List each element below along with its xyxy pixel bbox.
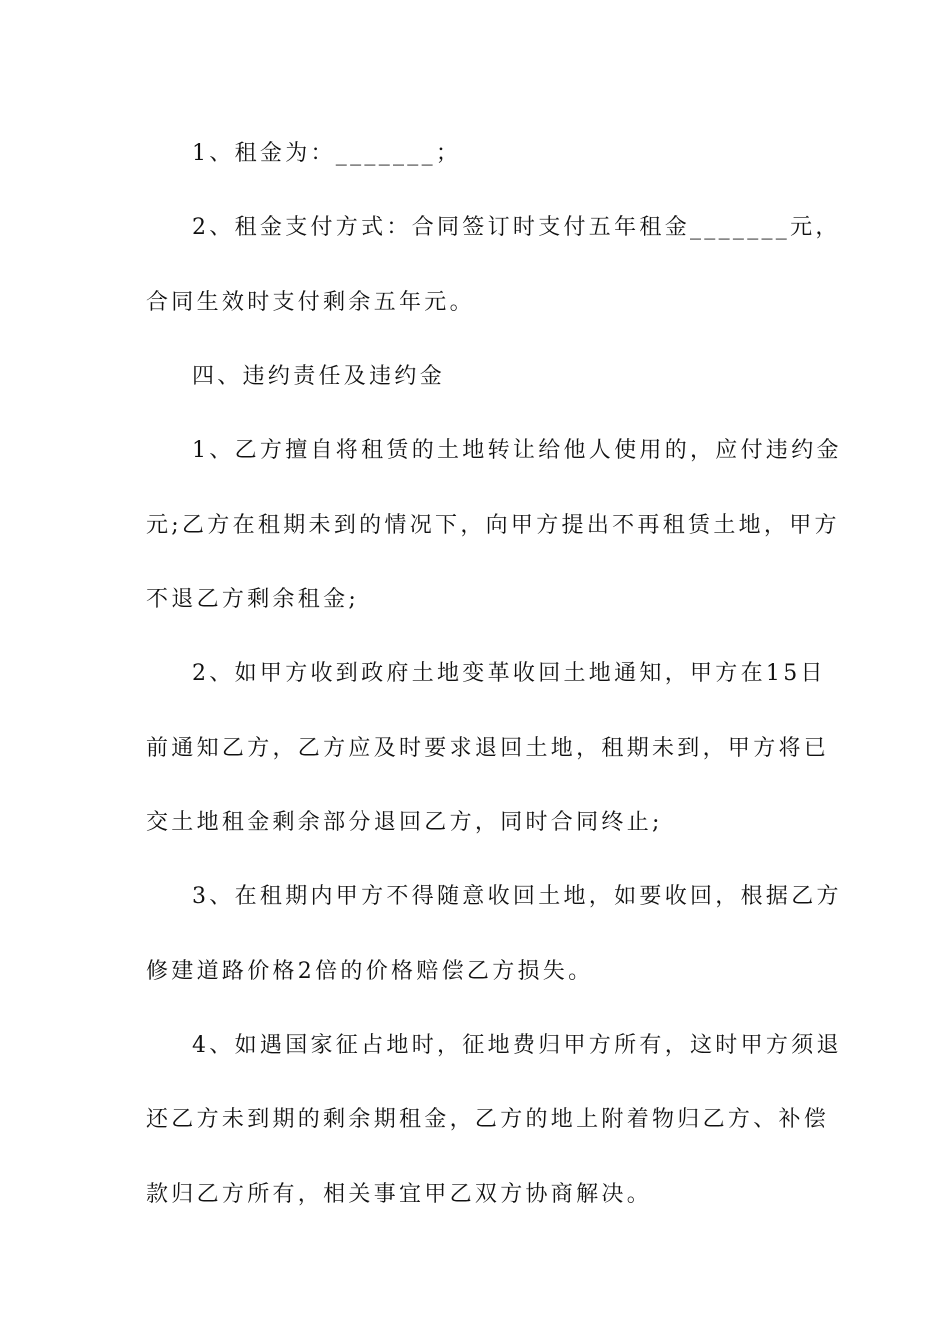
rent-amount-line: 1、租金为：_______； xyxy=(192,141,462,166)
breach-clause-1-line-1: 1、乙方擅自将租赁的土地转让给他人使用的，应付违约金 xyxy=(192,438,842,463)
breach-clause-2-line-1: 2、如甲方收到政府土地变革收回土地通知，甲方在15日 xyxy=(192,661,826,686)
breach-clause-2-line-2: 前通知乙方，乙方应及时要求退回土地，租期未到，甲方将已 xyxy=(146,736,830,761)
breach-clause-3-line-2: 修建道路价格2倍的价格赔偿乙方损失。 xyxy=(146,959,594,984)
breach-clause-1-line-3: 不退乙方剩余租金; xyxy=(146,587,360,612)
breach-clause-4-line-2: 还乙方未到期的剩余期租金，乙方的地上附着物归乙方、补偿 xyxy=(146,1107,830,1132)
breach-clause-4-line-3: 款归乙方所有，相关事宜甲乙双方协商解决。 xyxy=(146,1182,653,1207)
breach-clause-3-line-1: 3、在租期内甲方不得随意收回土地，如要收回，根据乙方 xyxy=(192,884,842,909)
payment-method-line: 2、租金支付方式：合同签订时支付五年租金_______元， xyxy=(192,215,841,240)
breach-clause-2-line-3: 交土地租金剩余部分退回乙方，同时合同终止; xyxy=(146,810,663,835)
section-heading-breach: 四、违约责任及违约金 xyxy=(192,364,446,389)
payment-method-continued-line: 合同生效时支付剩余五年元。 xyxy=(146,290,475,315)
breach-clause-1-line-2: 元;乙方在租期未到的情况下，向甲方提出不再租赁土地，甲方 xyxy=(146,513,840,538)
breach-clause-4-line-1: 4、如遇国家征占地时，征地费归甲方所有，这时甲方须退 xyxy=(192,1033,842,1058)
